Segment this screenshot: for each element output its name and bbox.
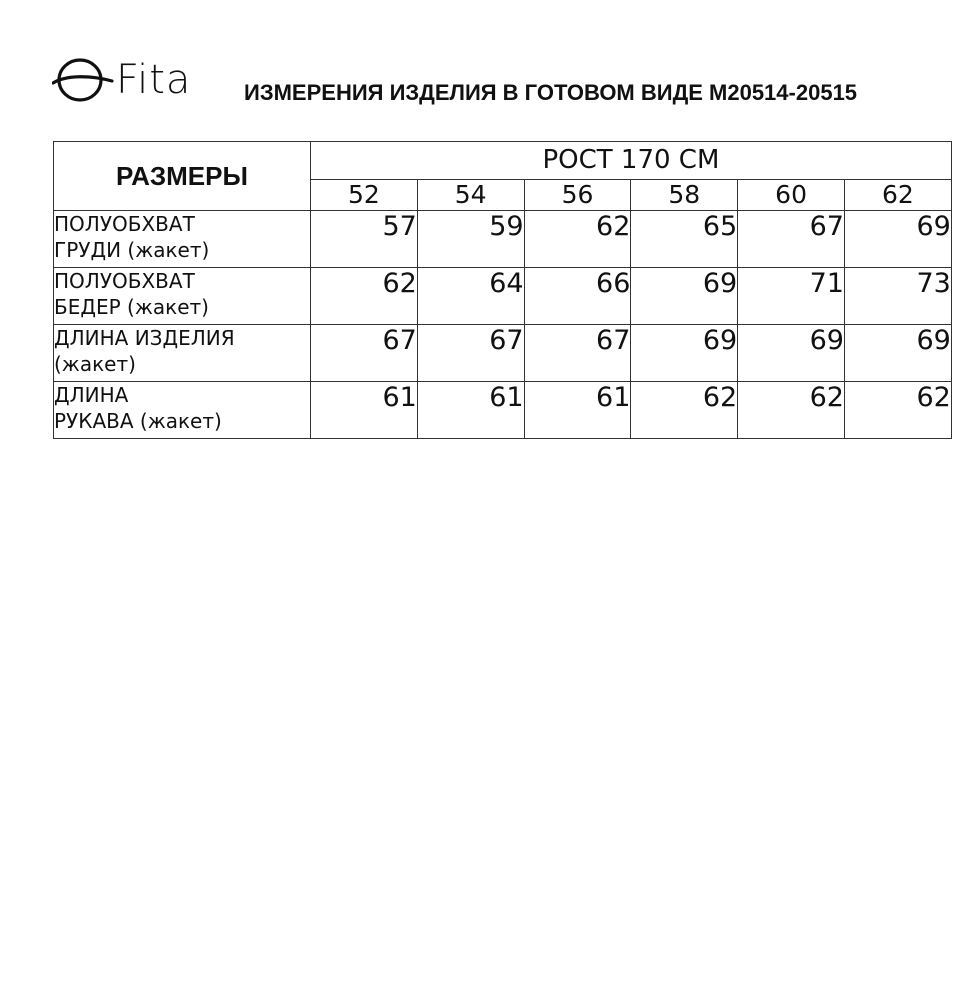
table-cell: 59 [417,211,524,268]
table-cell: 64 [417,268,524,325]
row-label-line: ДЛИНА [54,383,129,407]
size-column-header: 52 [311,180,418,211]
size-column-header: 56 [524,180,631,211]
row-label [54,382,311,439]
table-cell: 69 [631,325,738,382]
fita-logo-icon [52,55,114,105]
brand-name: Fita [116,57,192,103]
table-cell: 73 [844,268,951,325]
table-cell: 69 [844,325,951,382]
table-row [54,382,952,439]
table-cell: 62 [631,382,738,439]
table-cell: 61 [311,382,418,439]
size-column-header: 60 [738,180,845,211]
table-cell: 69 [631,268,738,325]
table-cell: 66 [524,268,631,325]
row-label-line: БЕДЕР (жакет) [54,295,209,319]
table-cell: 69 [738,325,845,382]
table-row [54,268,952,325]
table-cell: 67 [524,325,631,382]
table-cell: 67 [738,211,845,268]
table-cell: 62 [844,382,951,439]
row-label-line: (жакет) [54,352,136,376]
size-column-header: 62 [844,180,951,211]
brand-logo [52,55,212,105]
row-label [54,325,311,382]
size-column-header: 58 [631,180,738,211]
table-row [54,325,952,382]
table-cell: 69 [844,211,951,268]
table-row [54,211,952,268]
table-cell: 62 [738,382,845,439]
table-cell: 67 [417,325,524,382]
table-cell: 65 [631,211,738,268]
table-header-row [54,142,952,180]
row-label [54,211,311,268]
row-label-line: ПОЛУОБХВАТ [54,269,195,293]
height-header: РОСТ 170 СМ [311,142,952,180]
table-cell: 62 [524,211,631,268]
table-cell: 67 [311,325,418,382]
size-column-header: 54 [417,180,524,211]
sizes-header: РАЗМЕРЫ [54,142,311,211]
table-cell: 61 [417,382,524,439]
row-label-line: ГРУДИ (жакет) [54,238,210,262]
row-label-line: ПОЛУОБХВАТ [54,212,195,236]
table-cell: 61 [524,382,631,439]
table-cell: 71 [738,268,845,325]
table-cell: 62 [311,268,418,325]
table-cell: 57 [311,211,418,268]
page-title: ИЗМЕРЕНИЯ ИЗДЕЛИЯ В ГОТОВОМ ВИДЕ М20514-20515 [244,80,858,105]
measurements-table [53,141,952,439]
row-label-line: РУКАВА (жакет) [54,409,222,433]
row-label [54,268,311,325]
row-label-line: ДЛИНА ИЗДЕЛИЯ [54,326,235,350]
